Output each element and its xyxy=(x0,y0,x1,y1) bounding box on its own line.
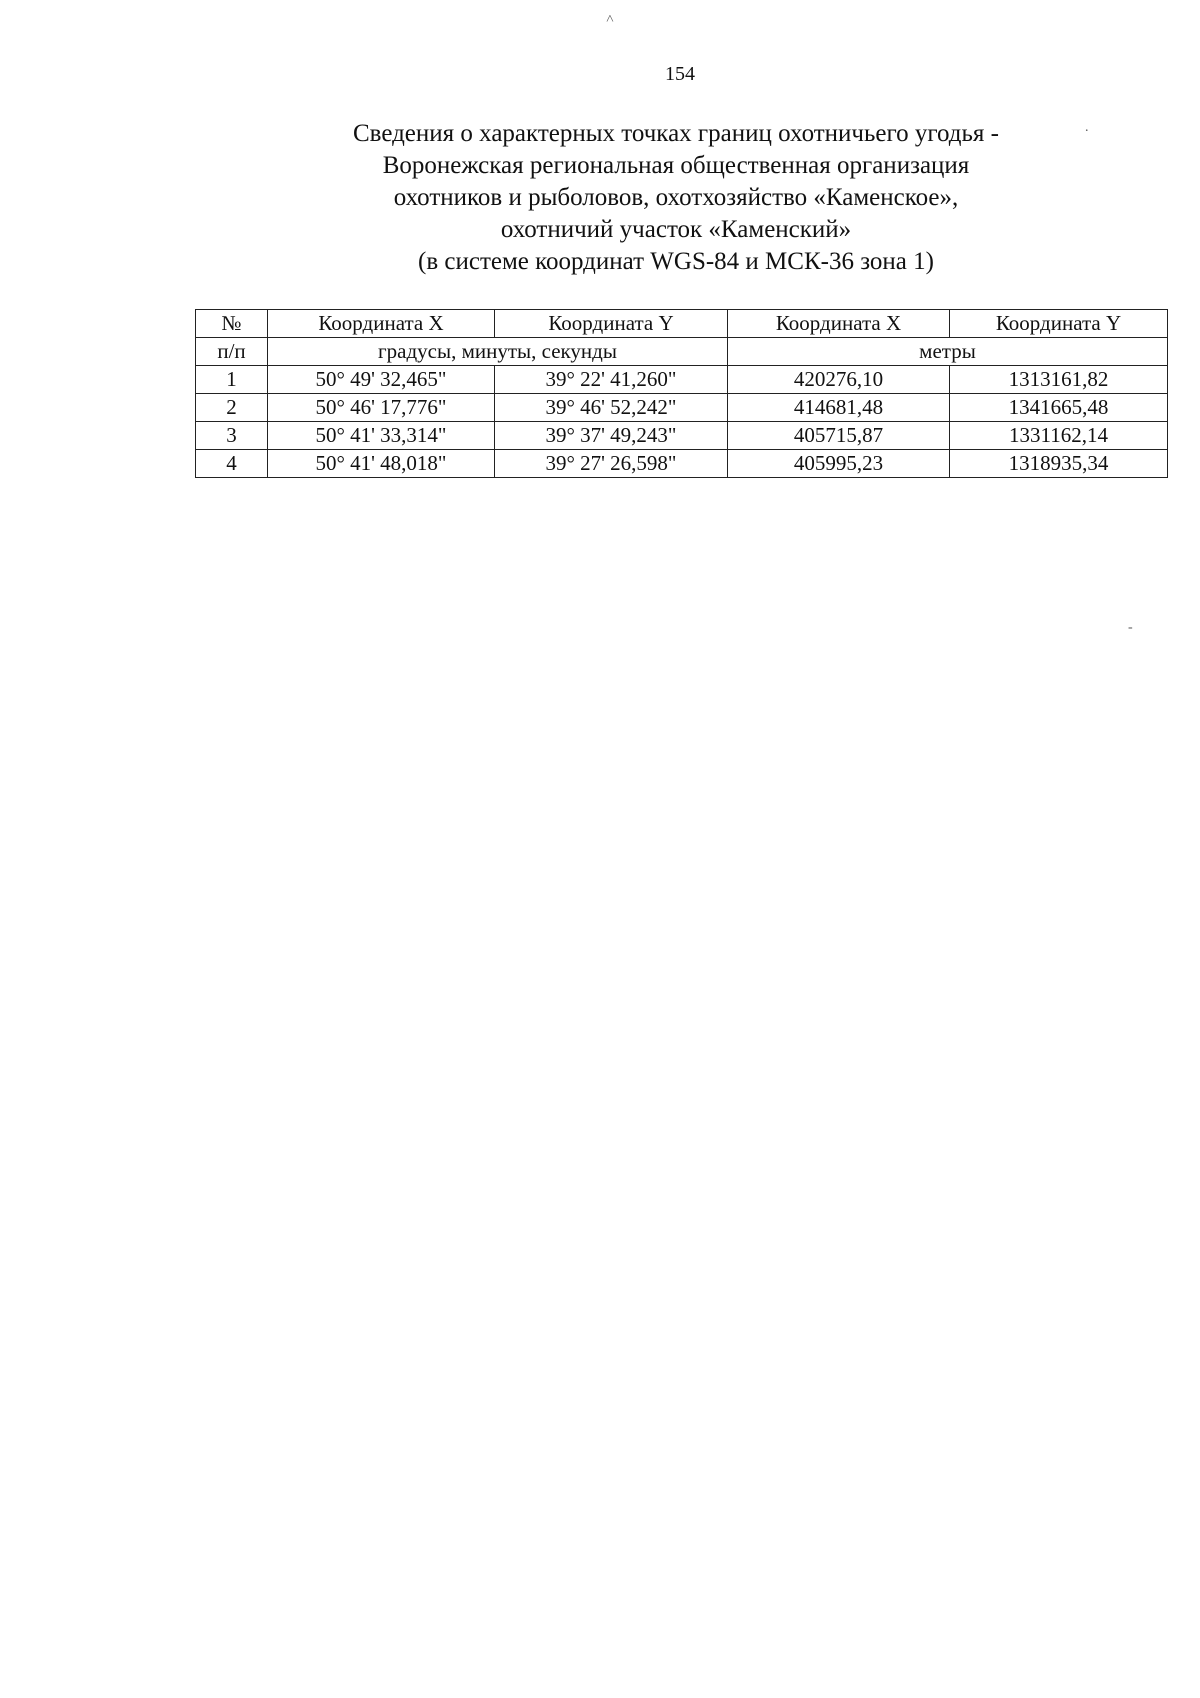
table-row xyxy=(196,450,1168,478)
cell-number: 1 xyxy=(196,366,268,394)
title-line-3: охотников и рыболовов, охотхозяйство «Каменское», xyxy=(393,184,959,211)
cell-coord-y-meters: 1313161,82 xyxy=(950,366,1168,394)
cell-coord-y-dms: 39° 22' 41,260" xyxy=(495,366,728,394)
header-coord-y-dms: Координата Y xyxy=(495,310,728,338)
cell-coord-x-meters: 405715,87 xyxy=(728,422,950,450)
title-line-2: Воронежская региональная общественная организация xyxy=(382,152,970,179)
header-coord-x-meters: Координата X xyxy=(728,310,950,338)
header-row-number: п/п xyxy=(196,338,268,366)
title-line-1: Сведения о характерных точках границ охотничьего угодья - xyxy=(352,120,999,147)
table-units-row xyxy=(196,338,1168,366)
coordinates-table xyxy=(195,309,1168,478)
cell-coord-y-dms: 39° 27' 26,598" xyxy=(495,450,728,478)
scan-speck: - xyxy=(1128,620,1133,635)
cell-coord-x-dms: 50° 41' 48,018" xyxy=(268,450,495,478)
cell-coord-y-meters: 1318935,34 xyxy=(950,450,1168,478)
scan-speck: . xyxy=(1085,120,1089,135)
cell-number: 3 xyxy=(196,422,268,450)
document-title xyxy=(196,118,1156,278)
header-coord-y-meters: Координата Y xyxy=(950,310,1168,338)
table-row xyxy=(196,394,1168,422)
header-coord-x-dms: Координата X xyxy=(268,310,495,338)
scan-speck: ˄ xyxy=(606,12,614,27)
cell-number: 2 xyxy=(196,394,268,422)
cell-coord-x-dms: 50° 41' 33,314" xyxy=(268,422,495,450)
cell-coord-x-meters: 405995,23 xyxy=(728,450,950,478)
title-line-5: (в системе координат WGS-84 и МСК-36 зона 1) xyxy=(418,248,934,275)
table-row xyxy=(196,422,1168,450)
table-header-row xyxy=(196,310,1168,338)
units-meters: метры xyxy=(728,338,1168,366)
table-row xyxy=(196,366,1168,394)
cell-coord-y-dms: 39° 37' 49,243" xyxy=(495,422,728,450)
cell-number: 4 xyxy=(196,450,268,478)
page-number: 154 xyxy=(665,63,695,85)
cell-coord-x-dms: 50° 49' 32,465" xyxy=(268,366,495,394)
cell-coord-x-meters: 420276,10 xyxy=(728,366,950,394)
title-line-4: охотничий участок «Каменский» xyxy=(500,216,852,243)
units-degrees: градусы, минуты, секунды xyxy=(268,338,728,366)
cell-coord-x-meters: 414681,48 xyxy=(728,394,950,422)
cell-coord-y-meters: 1341665,48 xyxy=(950,394,1168,422)
cell-coord-y-dms: 39° 46' 52,242" xyxy=(495,394,728,422)
cell-coord-y-meters: 1331162,14 xyxy=(950,422,1168,450)
header-number: № xyxy=(196,310,268,338)
cell-coord-x-dms: 50° 46' 17,776" xyxy=(268,394,495,422)
